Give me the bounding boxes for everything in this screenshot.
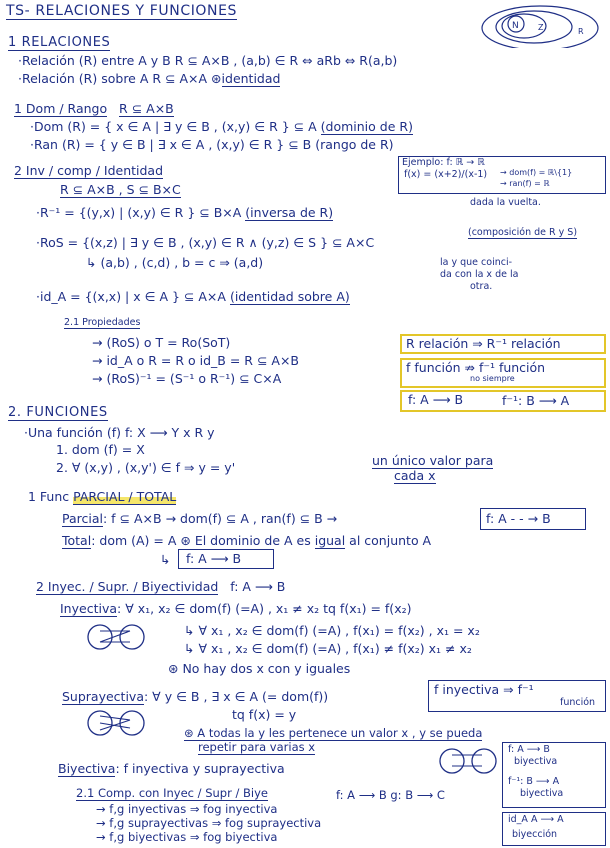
suprayectiva-note-2: repetir para varias x [198,740,316,754]
funcion-inversa-text: f función ⇏ f⁻¹ función [406,360,546,375]
relacion-inversa-text: R relación ⇒ R⁻¹ relación [406,336,561,351]
parcial-line: Parcial: f ⊆ A×B → dom(f) ⊆ A , ran(f) ⊆ B → [62,511,338,526]
inyectiva-equiv-a: ↳ ∀ x₁ , x₂ ∈ dom(f) (=A) , f(x₁) = f(x₂) , x₁ = x₂ [184,623,480,638]
inyectiva-diagram-icon [86,620,146,654]
inyectiva-note: ⊛ No hay dos x con y iguales [168,661,351,676]
biyectiva-line: Biyectiva: f inyectiva y suprayectiva [58,761,285,776]
total-arrow: ↳ [160,552,171,567]
page-title: TS- RELACIONES Y FUNCIONES [6,3,238,19]
biyectiva-box-3: f⁻¹: B ⟶ A [508,776,560,787]
inversa-map-finv: f⁻¹: B ⟶ A [502,393,570,408]
suprayectiva-note: ⊛ A todas la y les pertenece un valor x , y se pueda [184,726,483,740]
propiedad-3: → (RoS)⁻¹ = (S⁻¹ o R⁻¹) ⊆ C×A [92,371,282,386]
svg-text:R: R [578,27,584,36]
inversa-map-f: f: A ⟶ B [408,392,464,407]
comp-biyectivas: → f,g biyectivas ⇒ fog biyectiva [96,830,278,844]
suprayectiva-diagram-icon [86,706,146,740]
comp-map: f: A ⟶ B g: B ⟶ C [336,788,445,802]
dom-definition: ·Dom (R) = { x ∈ A | ∃ y ∈ B , (x,y) ∈ R } ⊆ A (dominio de R) [30,119,413,134]
section-funciones-heading: 2. FUNCIONES [8,405,108,420]
comp-heading: 2.1 Comp. con Inyec / Supr / Biye [76,786,268,800]
example-title: Ejemplo: f: ℝ → ℝ [402,157,485,168]
ran-definition: ·Ran (R) = { y ∈ B | ∃ x ∈ A , (x,y) ∈ R } ⊆ B (rango de R) [30,137,394,152]
no-siempre-note: no siempre [470,374,515,383]
iny-supr-biy-heading: 2 Inyec. / Supr. / Biyectividad f: A ⟶ B [36,579,286,594]
biyectiva-box-4: biyectiva [520,788,564,799]
biyectiva-diagram-icon [438,744,498,778]
propiedad-2: → id_A o R = R o id_B = R ⊆ A×B [92,353,299,368]
total-box-text: f: A ⟶ B [186,551,242,566]
inversa-definition: ·R⁻¹ = {(y,x) | (x,y) ∈ R } ⊆ B×A (inversa de R) [36,205,334,220]
funcion-cond-note-2: cada x [394,468,436,483]
composicion-example: ↳ (a,b) , (c,d) , b = c ⇒ (a,d) [86,255,264,270]
identidad-box-2: biyección [512,829,558,840]
inv-comp-condition: R ⊆ A×B , S ⊆ B×C [60,182,181,197]
suprayectiva-line-2: tq f(x) = y [232,707,297,722]
sets-diagram-icon [478,0,608,48]
funcion-cond-1: 1. dom (f) = X [56,442,145,457]
relacion-entre-line: ·Relación (R) entre A y B R ⊆ A×B , (a,b) ∈ R ⇔ aRb ⇔ R(a,b) [18,53,398,68]
composicion-side-1: la y que coinci- [440,257,513,268]
composicion-side-3: otra. [470,281,493,292]
svg-text:N: N [512,21,519,31]
funcion-cond-2: 2. ∀ (x,y) , (x,y') ∈ f ⇒ y = y' [56,460,236,475]
inversa-side-note: dada la vuelta. [470,197,541,208]
funcion-cond-note: un único valor para [372,453,494,468]
parcial-box-text: f: A - - → B [486,511,551,526]
inv-comp-heading: 2 Inv / comp / Identidad [14,163,164,178]
example-dom: → dom(f) = ℝ\{1} [500,168,573,177]
inyectiva-inversa-text-2: función [560,697,596,708]
parcial-total-heading: 1 Func PARCIAL / TOTAL [28,489,177,504]
propiedades-heading: 2.1 Propiedades [64,317,141,328]
comp-suprayectivas: → f,g suprayectivas ⇒ fog suprayectiva [96,816,322,830]
composicion-side-2: da con la x de la [440,269,519,280]
identidad-box-1: id_A A ⟶ A [508,814,564,825]
dom-rango-heading: 1 Dom / Rango R ⊆ A×B [14,101,174,116]
biyectiva-box-1: f: A ⟶ B [508,744,550,755]
inyectiva-equiv-b: ↳ ∀ x₁ , x₂ ∈ dom(f) (=A) , f(x₁) ≠ f(x₂) x₁ ≠ x₂ [184,641,472,656]
star-icon: ⊛ [211,71,222,86]
composicion-definition: ·RoS = {(x,z) | ∃ y ∈ B , (x,y) ∈ R ∧ (y,z) ∈ S } ⊆ A×C [36,235,375,250]
propiedad-1: → (RoS) o T = Ro(SoT) [92,335,231,350]
composicion-note: (composición de R y S) [468,227,578,238]
inyectiva-line: Inyectiva: ∀ x₁, x₂ ∈ dom(f) (=A) , x₁ ≠ x₂ tq f(x₁) = f(x₂) [60,601,412,616]
relacion-sobre-line: ·Relación (R) sobre A R ⊆ A×A ⊛identidad [18,71,281,86]
identidad-definition: ·id_A = {(x,x) | x ∈ A } ⊆ A×A (identidad sobre A) [36,289,350,304]
comp-inyectivas: → f,g inyectivas ⇒ fog inyectiva [96,802,278,816]
example-ran: → ran(f) = ℝ [500,179,550,188]
svg-text:Z: Z [538,23,544,32]
funcion-definition: ·Una función (f) f: X ⟶ Y x R y [24,425,215,440]
total-line: Total: dom (A) = A ⊛ El dominio de A es igual al conjunto A [62,533,432,548]
inyectiva-inversa-text: f inyectiva ⇒ f⁻¹ [434,682,534,697]
example-function: f(x) = (x+2)/(x-1) [404,169,488,180]
section-relaciones-heading: 1 RELACIONES [8,35,111,50]
biyectiva-box-2: biyectiva [514,756,558,767]
suprayectiva-line: Suprayectiva: ∀ y ∈ B , ∃ x ∈ A (= dom(f)) [62,689,329,704]
